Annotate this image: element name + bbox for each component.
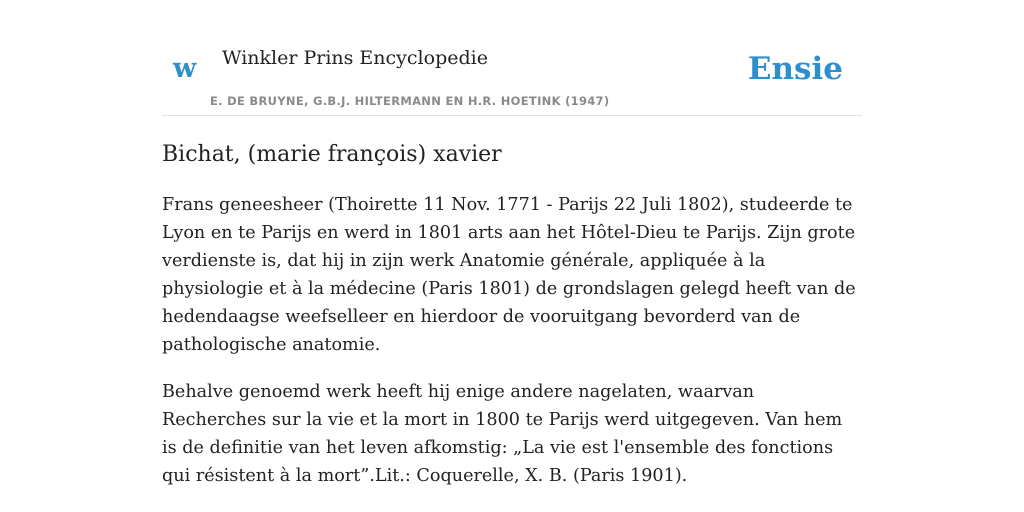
article-paragraph-1: Frans geneesheer (Thoirette 11 Nov. 1771 - Parijs 22 Juli 1802), studeerde te Lyon en te Parijs en werd in 1801 arts aan het Hôtel-Dieu te Parijs. Zijn grote verdienste is, dat hij in zijn werk Anatomie générale, appliquée à la physiologie et à la médecine (Paris 1801) de grondslagen gelegd heeft van de hedendaagse weefselleer en hierdoor de vooruitgang bevorderd van de pathologische anatomie. bbox=[162, 195, 856, 355]
site-header bbox=[162, 0, 862, 116]
page bbox=[162, 0, 862, 490]
ensie-brand-logo[interactable]: Ensie bbox=[747, 51, 843, 87]
winkler-prins-logo-icon[interactable]: w bbox=[173, 53, 197, 84]
entry-title: Bichat, (marie françois) xavier bbox=[162, 142, 502, 167]
article-paragraph-2: Behalve genoemd werk heeft hij enige andere nagelaten, waarvan Recherches sur la vie et la mort in 1800 te Parijs werd uitgegeven. Van hem is de definitie van het leven afkomstig: „La vie est l'ensemble des fonctions qui résistent à la mort”.Lit.: Coquerelle, X. B. (Paris 1901). bbox=[162, 382, 843, 486]
site-title[interactable]: Winkler Prins Encyclopedie bbox=[222, 47, 488, 69]
authors-line: E. DE BRUYNE, G.B.J. HILTERMANN EN H.R. HOETINK (1947) bbox=[210, 94, 610, 108]
